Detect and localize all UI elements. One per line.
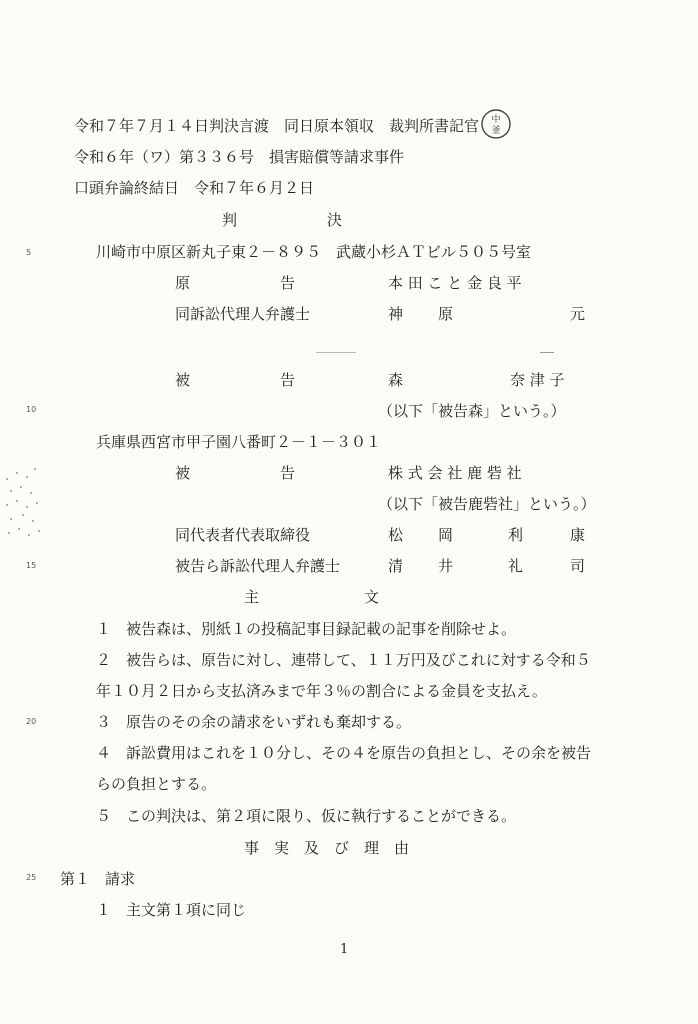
line-number: 15	[26, 561, 37, 570]
defendant2-alias: （以下「被告鹿砦社」という。）	[378, 495, 596, 513]
header-line-2: 令和６年（ワ）第３３６号 損害賠償等請求事件	[74, 148, 405, 166]
plaintiff-role: 原 告	[175, 274, 296, 292]
plaintiff-counsel-name-1: 神	[388, 305, 404, 323]
clerk-seal-icon	[480, 108, 512, 140]
line-number: 10	[26, 405, 37, 414]
defendants-counsel-role: 被告ら訴訟代理人弁護士	[175, 557, 341, 575]
facts-section-1-item-1: １ 主文第１項に同じ	[96, 901, 247, 919]
facts-heading: 事 実 及 び 理 由	[244, 839, 410, 857]
defendant1-role: 被 告	[175, 371, 296, 389]
main-text-item-4b: らの負担とする。	[96, 775, 217, 793]
redaction-mark	[540, 352, 554, 353]
defendant2-address: 兵庫県西宮市甲子園八番町２－１－３０１	[96, 433, 382, 451]
defendant2-rep-name-4: 康	[570, 526, 586, 544]
main-text-item-3: ３ 原告のその余の請求をいずれも棄却する。	[96, 713, 412, 731]
plaintiff-name: 本 田 こ と 金 良 平	[388, 274, 522, 292]
main-text-item-4a: ４ 訴訟費用はこれを１０分し、その４を原告の負担とし、その余を被告	[96, 744, 592, 762]
plaintiff-counsel-name-3: 元	[570, 305, 586, 323]
defendant2-rep-name-1: 松	[388, 526, 404, 544]
defendants-counsel-name-4: 司	[570, 557, 586, 575]
defendant2-rep-role: 同代表者代表取締役	[175, 526, 311, 544]
main-text-item-5: ５ この判決は、第２項に限り、仮に執行することができる。	[96, 807, 517, 825]
header-line-1: 令和７年７月１４日判決言渡 同日原本領収 裁判所書記官	[74, 117, 480, 135]
line-number: 25	[26, 873, 37, 882]
svg-text:釜: 釜	[491, 126, 501, 136]
judgment-title: 判 決	[222, 211, 343, 229]
plaintiff-counsel-name-2: 原	[438, 305, 454, 323]
defendant2-name: 株 式 会 社 鹿 砦 社	[388, 464, 522, 482]
defendant2-rep-name-2: 岡	[438, 526, 454, 544]
defendants-counsel-name-3: 礼	[508, 557, 524, 575]
plaintiff-address: 川崎市中原区新丸子東２－８９５ 武蔵小杉ＡＴビル５０５号室	[96, 243, 532, 261]
main-text-item-1: １ 被告森は、別紙１の投稿記事目録記載の記事を削除せよ。	[96, 620, 517, 638]
page-number: 1	[340, 942, 349, 957]
header-line-3: 口頭弁論終結日 令和７年６月２日	[74, 179, 315, 197]
main-text-item-2a: ２ 被告らは、原告に対し、連帯して、１１万円及びこれに対する令和５	[96, 651, 591, 669]
svg-text:中: 中	[491, 115, 501, 125]
defendant2-rep-name-3: 利	[508, 526, 524, 544]
defendants-counsel-name-2: 井	[438, 557, 454, 575]
line-number: 5	[26, 248, 32, 257]
line-number: 20	[26, 717, 37, 726]
redaction-mark	[316, 352, 356, 353]
defendant1-name-2: 奈 津 子	[510, 371, 565, 389]
defendant1-alias: （以下「被告森」という。）	[378, 402, 566, 420]
defendant1-name-1: 森	[388, 371, 404, 389]
defendants-counsel-name-1: 清	[388, 557, 404, 575]
defendant2-role: 被 告	[175, 464, 296, 482]
main-text-heading: 主 文	[244, 588, 380, 606]
facts-section-1: 第１ 請求	[60, 870, 136, 888]
plaintiff-counsel-role: 同訴訟代理人弁護士	[175, 305, 311, 323]
main-text-item-2b: 年１０月２日から支払済みまで年３％の割合による金員を支払え。	[96, 682, 547, 700]
